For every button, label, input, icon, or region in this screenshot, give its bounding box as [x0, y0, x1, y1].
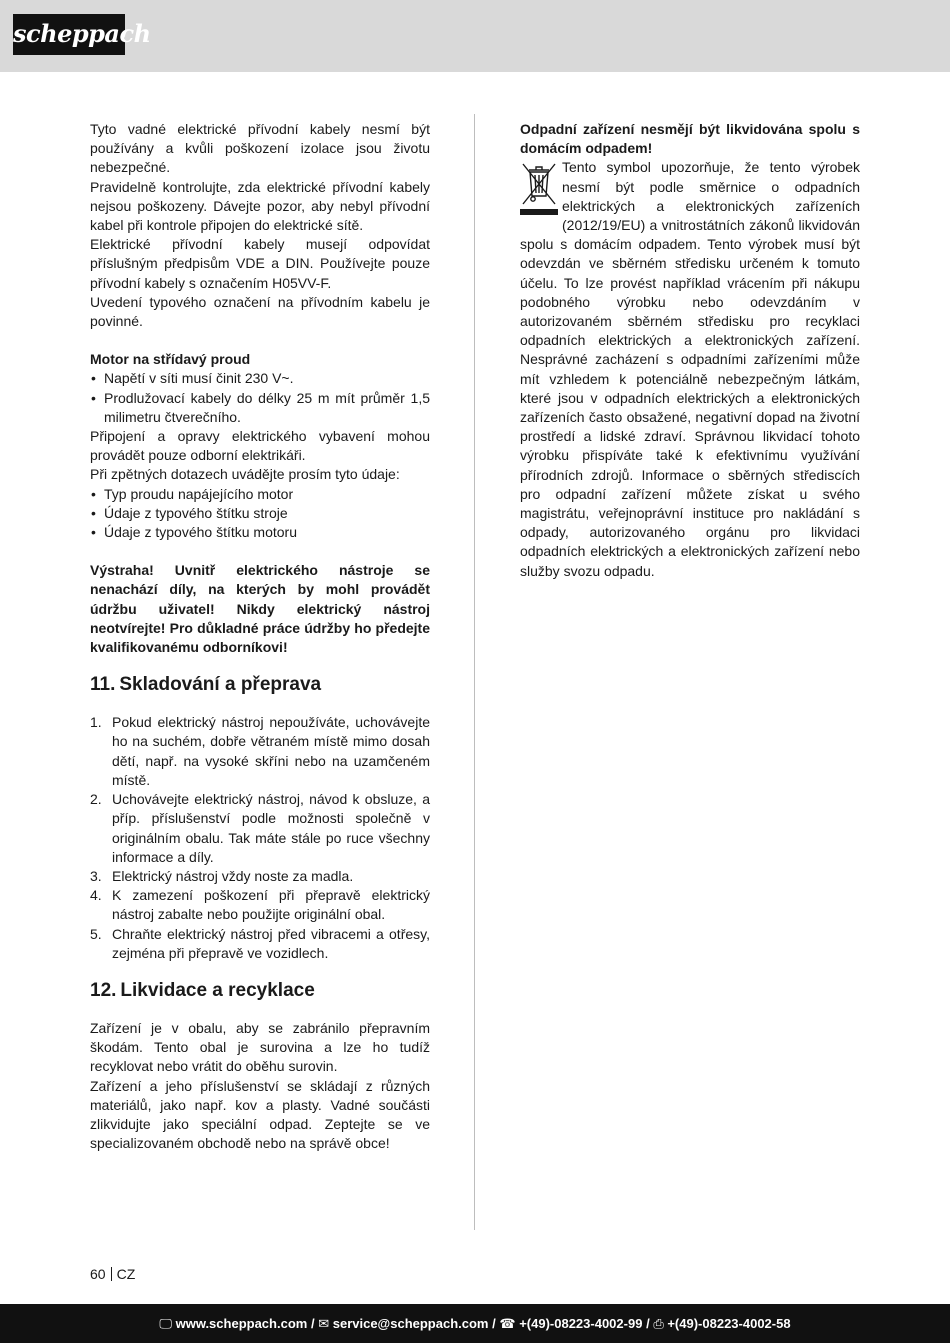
list-item: • Údaje z typového štítku motoru	[90, 523, 430, 542]
fax-number: +(49)-08223-4002-58	[667, 1316, 791, 1331]
phone-number: +(49)-08223-4002-99	[519, 1316, 643, 1331]
connection-paragraph: Připojení a opravy elektrického vybavení mohou provádět pouze odborní elektrikáři.	[90, 428, 430, 464]
header-band	[0, 0, 950, 72]
intro-paragraph: Uvedení typového označení na přívodním kabelu je povinné.	[90, 293, 430, 330]
left-column	[90, 120, 430, 1153]
list-item: 5. Chraňte elektrický nástroj před vibracemi a otřesy, zejména při přepravě ve vozidlech.	[90, 925, 430, 961]
list-item: • Prodlužovací kabely do délky 25 m mít průměr 1,5 milimetru čtverečního.	[90, 389, 430, 427]
list-item: 3. Elektrický nástroj vždy noste za madla.	[90, 867, 354, 884]
list-item: • Údaje z typového štítku stroje	[90, 504, 430, 523]
website-link[interactable]: www.scheppach.com	[175, 1316, 308, 1331]
crossed-out-wheelie-bin-icon	[520, 160, 558, 216]
section-title: Likvidace a recyklace	[120, 979, 315, 1001]
intro-paragraph: Tyto vadné elektrické přívodní kabely nesmí být používány a kvůli poškození izolace jsou životu nebezpečné.	[90, 121, 430, 176]
mail-icon: ✉︎	[318, 1316, 330, 1331]
column-divider	[474, 114, 475, 1230]
list-item: 4. K zamezení poškození při přepravě elektrický nástroj zabalte nebo použijte originální obal.	[90, 887, 430, 923]
warning-text: Výstraha! Uvnitř elektrického nástroje se nenachází díly, na kterých by mohl provádět údržbu uživatel! Nikdy elektrický nástroj neotvírejte! Pro důkladné práce údržby ho předejte kvalifikovanému odborníkovi!	[90, 562, 430, 656]
list-item: 2. Uchovávejte elektrický nástroj, návod k obsluze, a příp. příslušenství podle možnosti společně v originálním obalu. Tak máte stále po ruce všechny informace a díly.	[90, 791, 430, 865]
list-item: • Napětí v síti musí činit 230 V~.	[90, 369, 430, 388]
storage-list	[90, 713, 430, 963]
weee-text: Tento symbol upozorňuje, že tento výrobek nesmí být podle směrnice o odpadních elektrických a elektronických zařízeních (2012/19/EU) a vnitrostátních zákonů likvidován spolu s domácím odpadem. Tento výrobek musí být odevzdán ve sběrném středisku určeném k tomuto účelu. To lze provést například vrácením při nákupu podobného výrobku nebo odevzdáním v autorizovaném sběrném středisku pro recyklaci odpadních elektrických a elektronických zařízení. Nesprávné zacházení s odpadními zařízeními může mít vzhledem k potenciálně nebezpečným látkám, které jsou v odpadních elektrických a elektronických zařízeních často obsažené, negativní dopad na životní prostředí a lidské zdraví. Správnou likvidací tohoto výrobku přispíváte také k efektivnímu využívání přírodních zdrojů. Informace o sběrných střediscích pro odpadní zařízení můžete získat u svého magistrátu, veřejnoprávní instituce pro nakládání s odpady, autorizovaného orgánu pro likvidaci odpadních elektrických a elektronických zařízení nebo služby svozu odpadu.	[520, 159, 860, 579]
page-number: 60	[90, 1266, 106, 1282]
phone-icon: ☎︎	[499, 1316, 516, 1331]
motor-bullet-list	[90, 369, 430, 427]
separator: /	[310, 1316, 315, 1331]
weee-heading: Odpadní zařízení nesmějí být likvidována spolu s domácím odpadem!	[520, 121, 860, 157]
section-title: Skladování a přeprava	[119, 674, 322, 696]
info-bullet-list	[90, 485, 430, 543]
intro-paragraph: Pravidelně kontrolujte, zda elektrické přívodní kabely nejsou poškozeny. Dávejte pozor, aby nebyl přívodní kabel při kontrole připojen do elektrické sítě.	[90, 178, 430, 234]
section-number: 11.	[90, 674, 116, 696]
connection-paragraph: Při zpětných dotazech uvádějte prosím tyto údaje:	[90, 466, 400, 483]
list-item: • Typ proudu napájejícího motor	[90, 485, 430, 504]
section-number: 12.	[90, 979, 117, 1001]
separator: /	[492, 1316, 496, 1331]
intro-paragraph: Elektrické přívodní kabely musejí odpovídat příslušným předpisům VDE a DIN. Používejte pouze přívodní kabely s označením H05VV-F.	[90, 236, 430, 291]
scheppach-logo: scheppach	[13, 14, 125, 55]
right-column	[520, 120, 860, 581]
monitor-icon: 🖵︎	[159, 1316, 172, 1331]
section-12-heading	[90, 979, 430, 1003]
section-11-heading	[90, 673, 430, 697]
language-code: CZ	[116, 1266, 136, 1282]
weee-notice	[520, 158, 860, 580]
disposal-paragraph: Zařízení je v obalu, aby se zabránilo přepravním škodám. Tento obal je surovina a lze ho tudíž recyklovat nebo vrátit do oběhu surovin.	[90, 1019, 430, 1075]
separator: /	[646, 1316, 650, 1331]
motor-heading: Motor na střídavý proud	[90, 351, 251, 368]
page-number-footer	[90, 1265, 135, 1283]
contact-footer	[0, 1304, 950, 1343]
fax-icon: ⎙	[653, 1316, 664, 1331]
list-item: 1. Pokud elektrický nástroj nepoužíváte, uchovávejte ho na suchém, dobře větraném místě mimo dosah dětí, např. na vysoké skříni nebo na uzamčeném místě.	[90, 714, 430, 788]
email-link[interactable]: service@scheppach.com	[332, 1316, 489, 1331]
disposal-paragraph: Zařízení a jeho příslušenství se skládají z různých materiálů, jako např. kov a plasty. Vadné součásti zlikvidujte jako speciální odpad. Zeptejte se ve specializovaném obchodě nebo na správě obce!	[90, 1077, 430, 1152]
footer-separator	[111, 1267, 112, 1281]
